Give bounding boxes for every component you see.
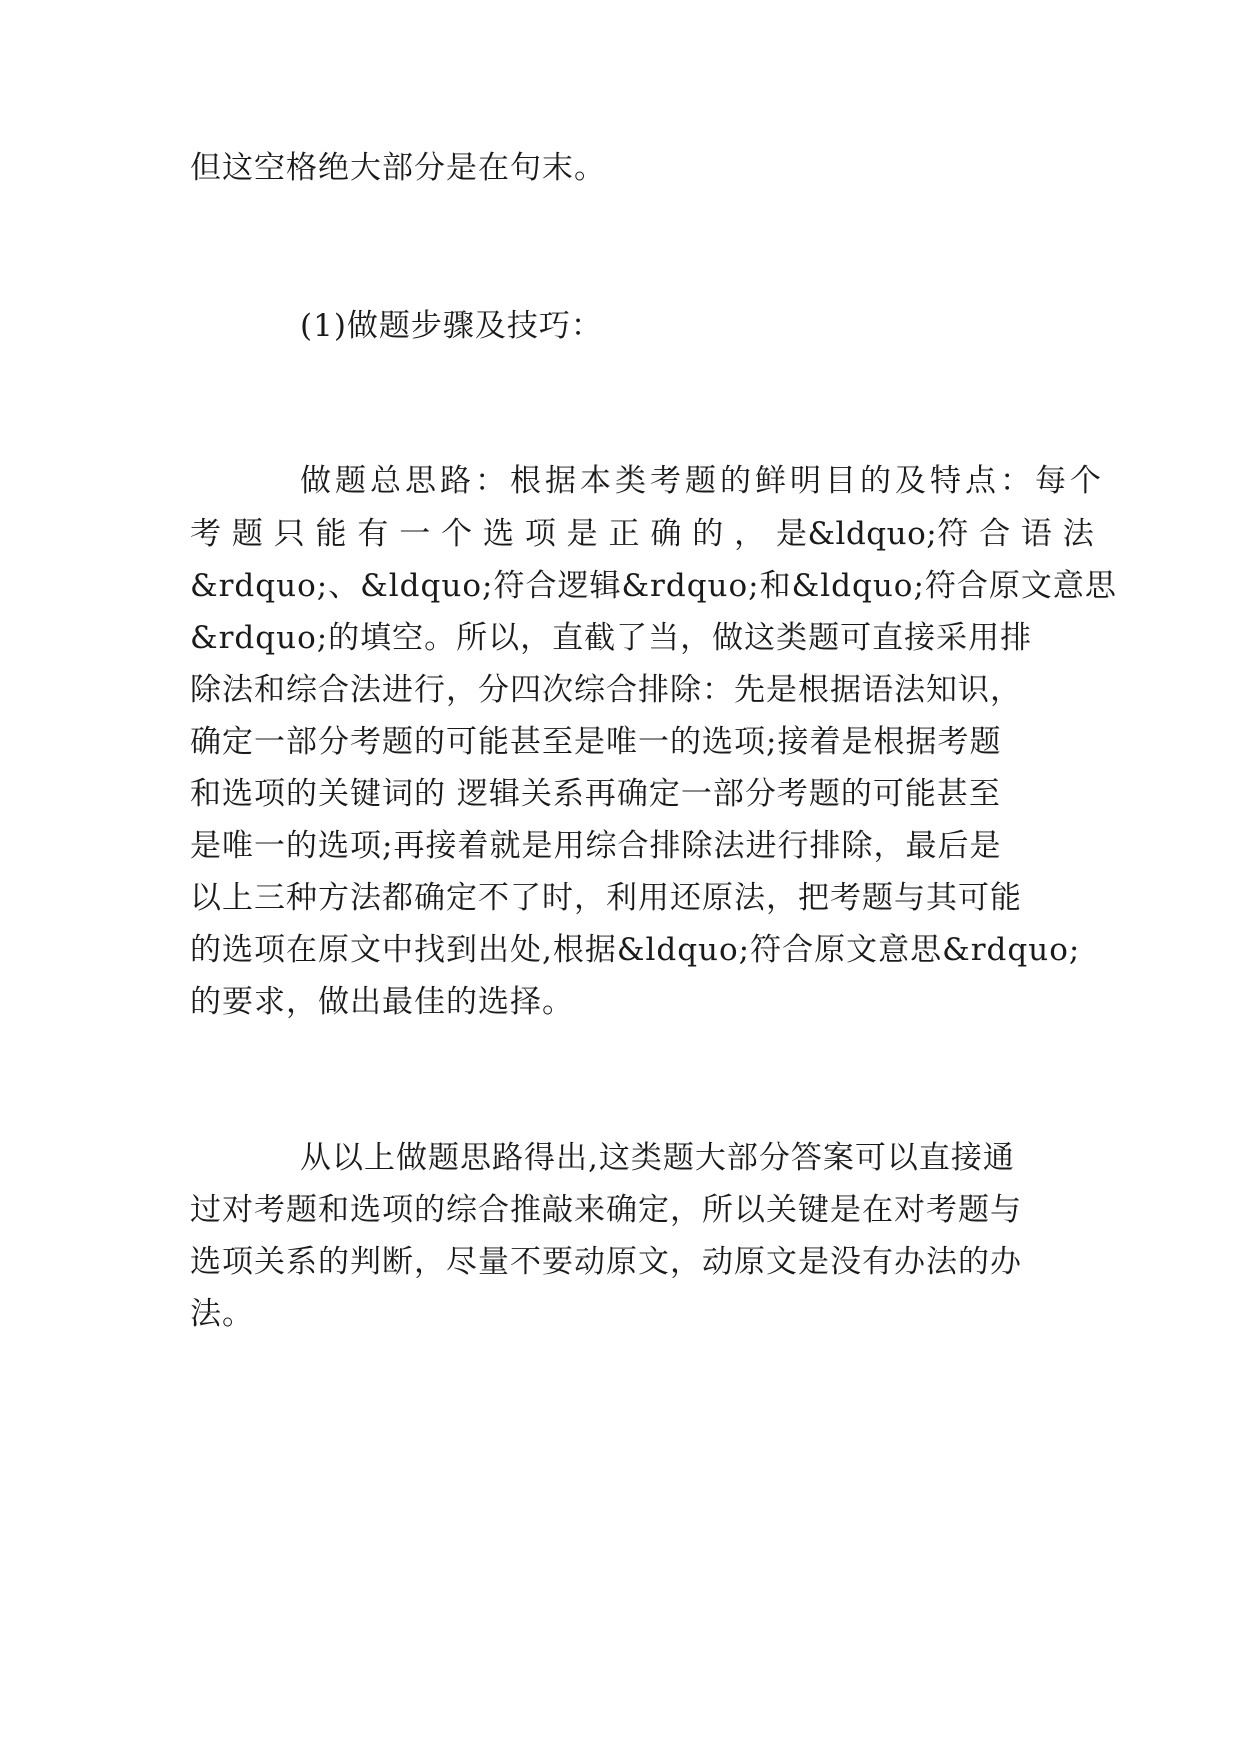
text-line: &rdquo;的填空。所以，直截了当，做这类题可直接采用排	[190, 620, 1033, 656]
text-line: 的要求，做出最佳的选择。	[190, 984, 574, 1020]
text-line: 选项关系的判断，尽量不要动原文，动原文是没有办法的办	[190, 1244, 1022, 1280]
text-line: 从以上做题思路得出,这类题大部分答案可以直接通	[300, 1140, 1015, 1176]
section-heading: (1)做题步骤及技巧：	[300, 308, 603, 344]
text-line: 和选项的关键词的 逻辑关系再确定一部分考题的可能甚至	[190, 776, 1001, 812]
text-line: 的选项在原文中找到出处,根据&ldquo;符合原文意思&rdquo;	[190, 932, 1081, 968]
text-line: 确定一部分考题的可能甚至是唯一的选项;接着是根据考题	[190, 724, 1002, 760]
text-line: 做题总思路：根据本类考题的鲜明目的及特点：每个	[300, 463, 1105, 499]
text-line: 法。	[190, 1296, 254, 1332]
text-line: 过对考题和选项的综合推敲来确定，所以关键是在对考题与	[190, 1192, 1022, 1228]
text-line: 以上三种方法都确定不了时，利用还原法，把考题与其可能	[190, 880, 1022, 916]
text-line: 除法和综合法进行，分四次综合排除：先是根据语法知识，	[190, 672, 1022, 708]
text-line: 是唯一的选项;再接着就是用综合排除法进行排除，最后是	[190, 828, 1002, 864]
text-line: &rdquo;、&ldquo;符合逻辑&rdquo;和&ldquo;符合原文意思	[190, 568, 1117, 604]
text-line: 但这空格绝大部分是在句末。	[190, 150, 606, 186]
text-line: 考 题 只 能 有 一 个 选 项 是 正 确 的 ， 是&ldquo;符 合 语 法	[190, 516, 1095, 552]
